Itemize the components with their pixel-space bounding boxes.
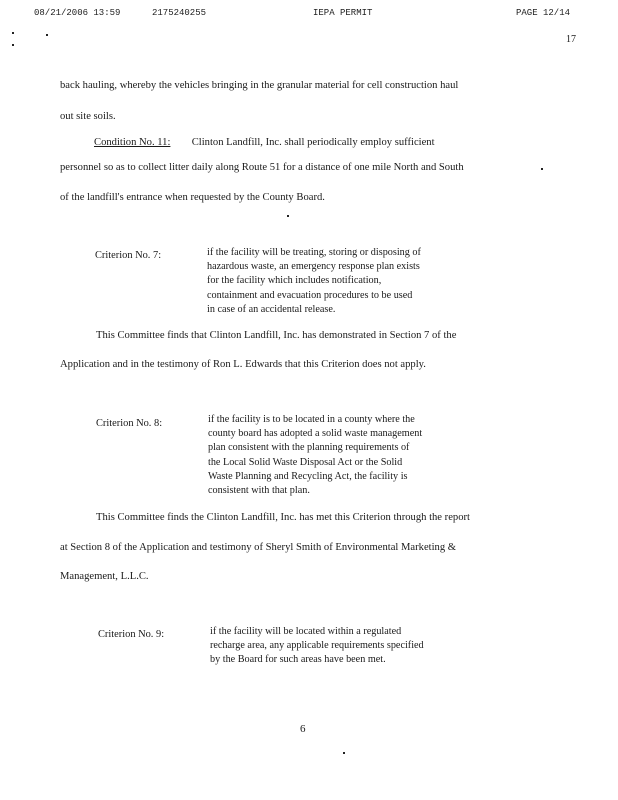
criterion-8-line: consistent with that plan.: [208, 485, 310, 497]
page-number: 6: [300, 723, 306, 735]
fax-header: [0, 8, 618, 22]
condition-11-label: Condition No. 11:: [94, 137, 171, 148]
scan-speck: [46, 34, 48, 36]
criterion-9-label: Criterion No. 9:: [98, 629, 165, 640]
finding-7-line: Application and in the testimony of Ron L. Edwards that this Criterion does not apply.: [60, 359, 426, 370]
criterion-7-label: Criterion No. 7:: [95, 250, 162, 261]
criterion-9-line: recharge area, any applicable requirements specified: [210, 640, 424, 652]
criterion-8-line: Waste Planning and Recycling Act, the facility is: [208, 470, 408, 482]
finding-8-line: at Section 8 of the Application and testimony of Sheryl Smith of Environmental Marketing &: [60, 542, 457, 553]
criterion-8-line: county board has adopted a solid waste management: [208, 428, 423, 440]
scan-speck: [12, 44, 14, 46]
criterion-8-line: the Local Solid Waste Disposal Act or the Solid: [208, 456, 403, 468]
finding-8-line: Management, L.L.C.: [60, 571, 149, 582]
finding-7-line: This Committee finds that Clinton Landfill, Inc. has demonstrated in Section 7 of the: [96, 330, 457, 341]
body-line: back hauling, whereby the vehicles bringing in the granular material for cell construction haul: [60, 80, 459, 91]
criterion-7-text: [207, 246, 497, 317]
corner-handwritten-mark: 17: [566, 34, 576, 45]
fax-title: IEPA PERMIT: [313, 8, 373, 18]
fax-datetime: 08/21/2006 13:59: [34, 8, 121, 18]
criterion-7-line: if the facility will be treating, storing or disposing of: [207, 247, 421, 258]
scan-speck: [541, 168, 543, 170]
scan-speck: [12, 32, 14, 34]
criterion-9-text: [210, 625, 500, 668]
fax-page-count: PAGE 12/14: [516, 8, 571, 18]
condition-11-line: [94, 137, 435, 148]
body-line: out site soils.: [60, 111, 116, 122]
criterion-8-label: Criterion No. 8:: [96, 418, 163, 429]
criterion-7-line: in case of an accidental release.: [207, 303, 336, 315]
criterion-9-line: by the Board for such areas have been met.: [210, 654, 386, 666]
criterion-7-line: containment and evacuation procedures to be used: [207, 289, 413, 301]
fax-phone-number: 2175240255: [152, 8, 207, 18]
criterion-7-line: for the facility which includes notification,: [207, 275, 382, 287]
criterion-7-line: hazardous waste, an emergency response plan exists: [207, 261, 420, 273]
body-line: of the landfill's entrance when requested by the County Board.: [60, 192, 325, 203]
body-line: personnel so as to collect litter daily along Route 51 for a distance of one mile North and South: [60, 162, 464, 173]
scan-speck: [287, 215, 289, 217]
criterion-9-line: if the facility will be located within a regulated: [210, 626, 402, 637]
finding-8-line: This Committee finds the Clinton Landfill, Inc. has met this Criterion through the report: [96, 512, 470, 523]
criterion-8-line: plan consistent with the planning requirements of: [208, 442, 410, 454]
condition-11-text: Clinton Landfill, Inc. shall periodically employ sufficient: [191, 137, 435, 148]
criterion-8-text: [208, 413, 498, 498]
scan-speck: [343, 752, 345, 754]
criterion-8-line: if the facility is to be located in a county where the: [208, 414, 415, 425]
